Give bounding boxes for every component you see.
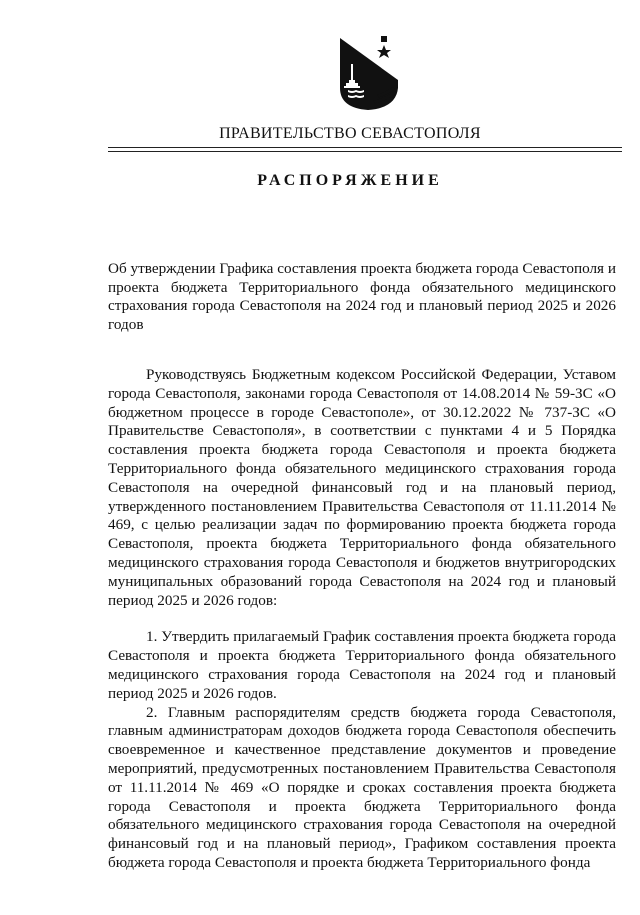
document-subject: Об утверждении Графика составления проекта бюджета города Севастополя и проекта бюджета Территориального фонда обязательного медицинского страхования города Севастополя на 2024 год и плановый период 2025 и 2026 годов <box>108 260 616 334</box>
item-2-paragraph: 2. Главным распорядителям средств бюджета города Севастополя, главным администраторам доходов бюджета города Севастополя обеспечить своевременное и качественное представление документов и проведение мероприятий, предусмотренных постановлением Правительства Севастополя от 11.11.2014 № 469 «О порядке и сроках составления проекта бюджета города Севастополя и проекта бюджета Территориального фонда обязательного медицинского страхования города Севастополя на очередной финансовый год и на плановый период», Графиком составления проекта бюджета города Севастополя и проекта бюджета Территориального фонда <box>108 703 616 871</box>
preamble-paragraph: Руководствуясь Бюджетным кодексом Российской Федерации, Уставом города Севастополя, законами города Севастополя от 14.08.2014 № 59-ЗС «О бюджетном процессе в городе Севастополе», от 30.12.2022 № 737-ЗС «О Правительстве Севастополя», в соответствии с пунктами 4 и 5 Порядка составления проекта бюджета города Севастополя и проекта бюджета Территориального фонда обязательного медицинского страхования города Севастополя на очередной финансовый год и на плановый период, утвержденного постановлением Правительства Севастополя от 11.11.2014 № 469, с целью реализации задач по формированию проекта бюджета города Севастополя, проекта бюджета Территориального фонда обязательного медицинского страхования города Севастополя и бюджетов внутригородских муниципальных образований города Севастополя на 2024 год и плановый период 2025 и 2026 годов: <box>108 366 616 609</box>
coat-of-arms-emblem <box>338 36 408 112</box>
organization-title: ПРАВИТЕЛЬСТВО СЕВАСТОПОЛЯ <box>219 125 481 142</box>
item-1-paragraph: 1. Утвердить прилагаемый График составления проекта бюджета города Севастополя и проекта бюджета Территориального фонда обязательного медицинского страхования города Севастополя на 2024 год и плановый период 2025 и 2026 годов. <box>108 628 616 702</box>
document-type-heading: РАСПОРЯЖЕНИЕ <box>257 172 443 189</box>
document-body <box>108 366 616 873</box>
header-divider <box>108 147 622 152</box>
